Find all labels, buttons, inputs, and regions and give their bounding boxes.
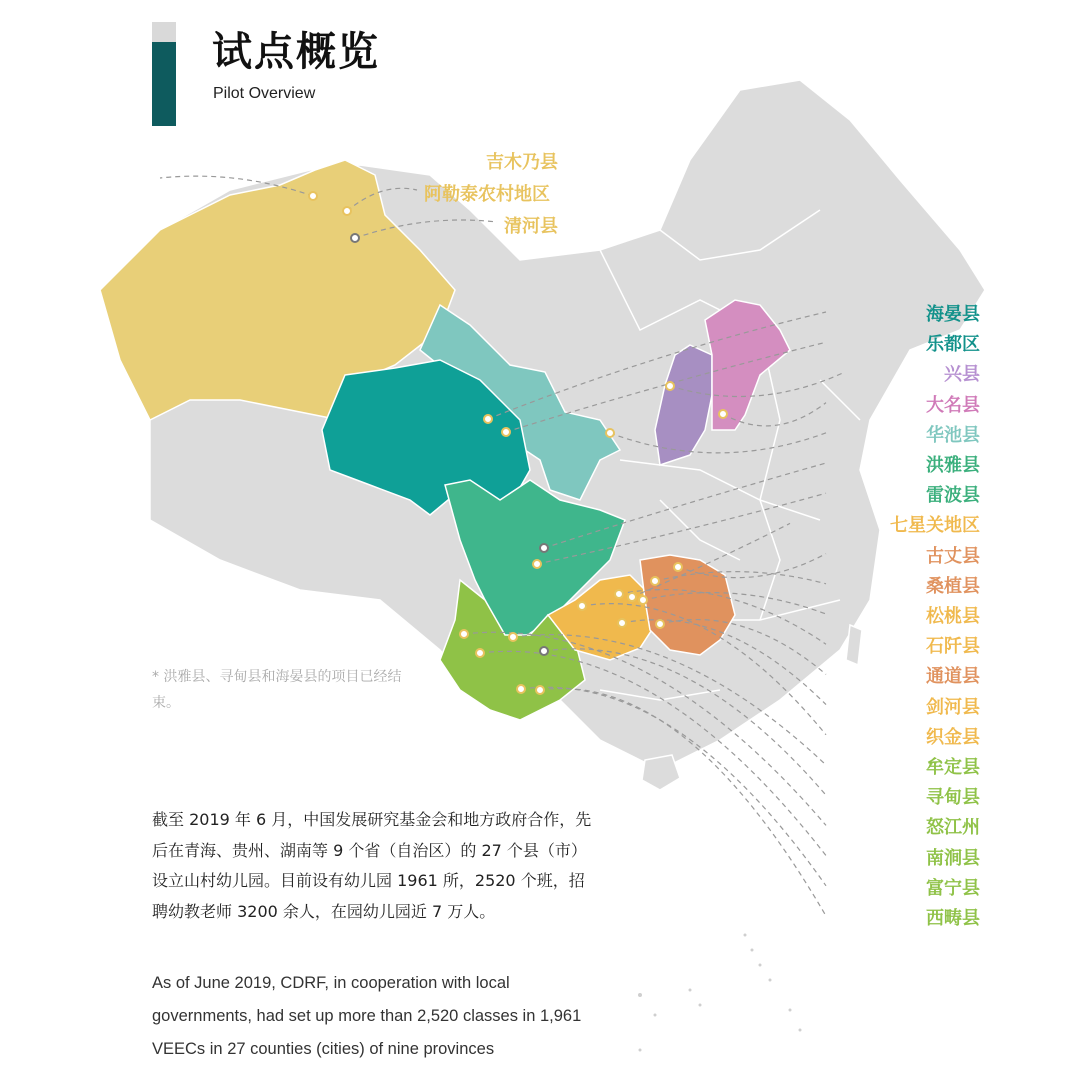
county-label: 华池县: [926, 424, 980, 446]
location-marker-icon: [484, 415, 492, 423]
label-jimunai: 吉木乃县: [486, 152, 558, 173]
location-marker-icon: [606, 429, 614, 437]
location-marker-icon: [719, 410, 727, 418]
location-marker-icon: [656, 620, 664, 628]
county-label: 海晏县: [926, 304, 980, 325]
county-label: 西畴县: [926, 908, 980, 929]
county-label: 牟定县: [926, 757, 980, 778]
county-label: 雷波县: [926, 485, 980, 507]
county-label: 兴县: [944, 364, 980, 386]
county-label: 桑植县: [926, 575, 980, 597]
county-label: 怒江州: [926, 817, 980, 839]
hainan-island: [642, 755, 680, 790]
county-label: 七星关地区: [890, 515, 980, 537]
label-aletai: 阿勒泰农村地区: [424, 184, 550, 205]
location-marker-icon: [674, 563, 682, 571]
county-label: 寻甸县: [926, 787, 980, 809]
label-qinghe: 清河县: [504, 216, 558, 237]
location-marker-icon: [309, 192, 317, 200]
county-label: 剑河县: [926, 696, 980, 718]
county-label: 南涧县: [926, 847, 980, 869]
location-marker-icon: [509, 633, 517, 641]
page-title: 试点概览: [212, 29, 380, 75]
location-marker-icon: [578, 602, 586, 610]
summary-paragraph-zh: 截至 2019 年 6 月，中国发展研究基金会和地方政府合作，先后在青海、贵州、湖南等 9 个省（自治区）的 27 个县（市）设立山村幼儿园。目前设有幼儿园 1961 所，2520 个班，招聘幼教老师 3200 余人，在园幼儿园近 7 万人。: [152, 810, 592, 921]
location-marker-icon: [639, 596, 647, 604]
location-marker-icon: [351, 234, 359, 242]
county-label: 古丈县: [926, 545, 980, 567]
page-subtitle: Pilot Overview: [213, 85, 316, 102]
location-marker-icon: [536, 686, 544, 694]
county-label: 大名县: [926, 394, 980, 416]
location-marker-icon: [343, 207, 351, 215]
location-marker-icon: [666, 382, 674, 390]
county-label: 石阡县: [926, 636, 980, 658]
location-marker-icon: [533, 560, 541, 568]
location-marker-icon: [460, 630, 468, 638]
location-marker-icon: [540, 544, 548, 552]
county-label: 乐都区: [926, 334, 980, 356]
completed-projects-note: * 洪雅县、寻甸县和海晏县的项目已经结束。: [152, 669, 402, 711]
south-china-sea-islands: [638, 934, 802, 1052]
location-marker-icon: [618, 619, 626, 627]
location-marker-icon: [540, 647, 548, 655]
location-marker-icon: [651, 577, 659, 585]
county-label: 织金县: [926, 726, 980, 748]
county-label: 松桃县: [926, 606, 980, 627]
county-label: 洪雅县: [926, 455, 980, 476]
location-marker-icon: [517, 685, 525, 693]
county-label: 富宁县: [926, 877, 980, 899]
summary-paragraph-en: As of June 2019, CDRF, in cooperation with local governments, had set up more than 2,520 classes in 1,961 VEECs in 27 counties (cities) of nine provinces: [152, 974, 582, 1058]
location-marker-icon: [476, 649, 484, 657]
county-label: 通道县: [926, 666, 980, 688]
location-marker-icon: [615, 590, 623, 598]
location-marker-icon: [628, 593, 636, 601]
location-marker-icon: [502, 428, 510, 436]
